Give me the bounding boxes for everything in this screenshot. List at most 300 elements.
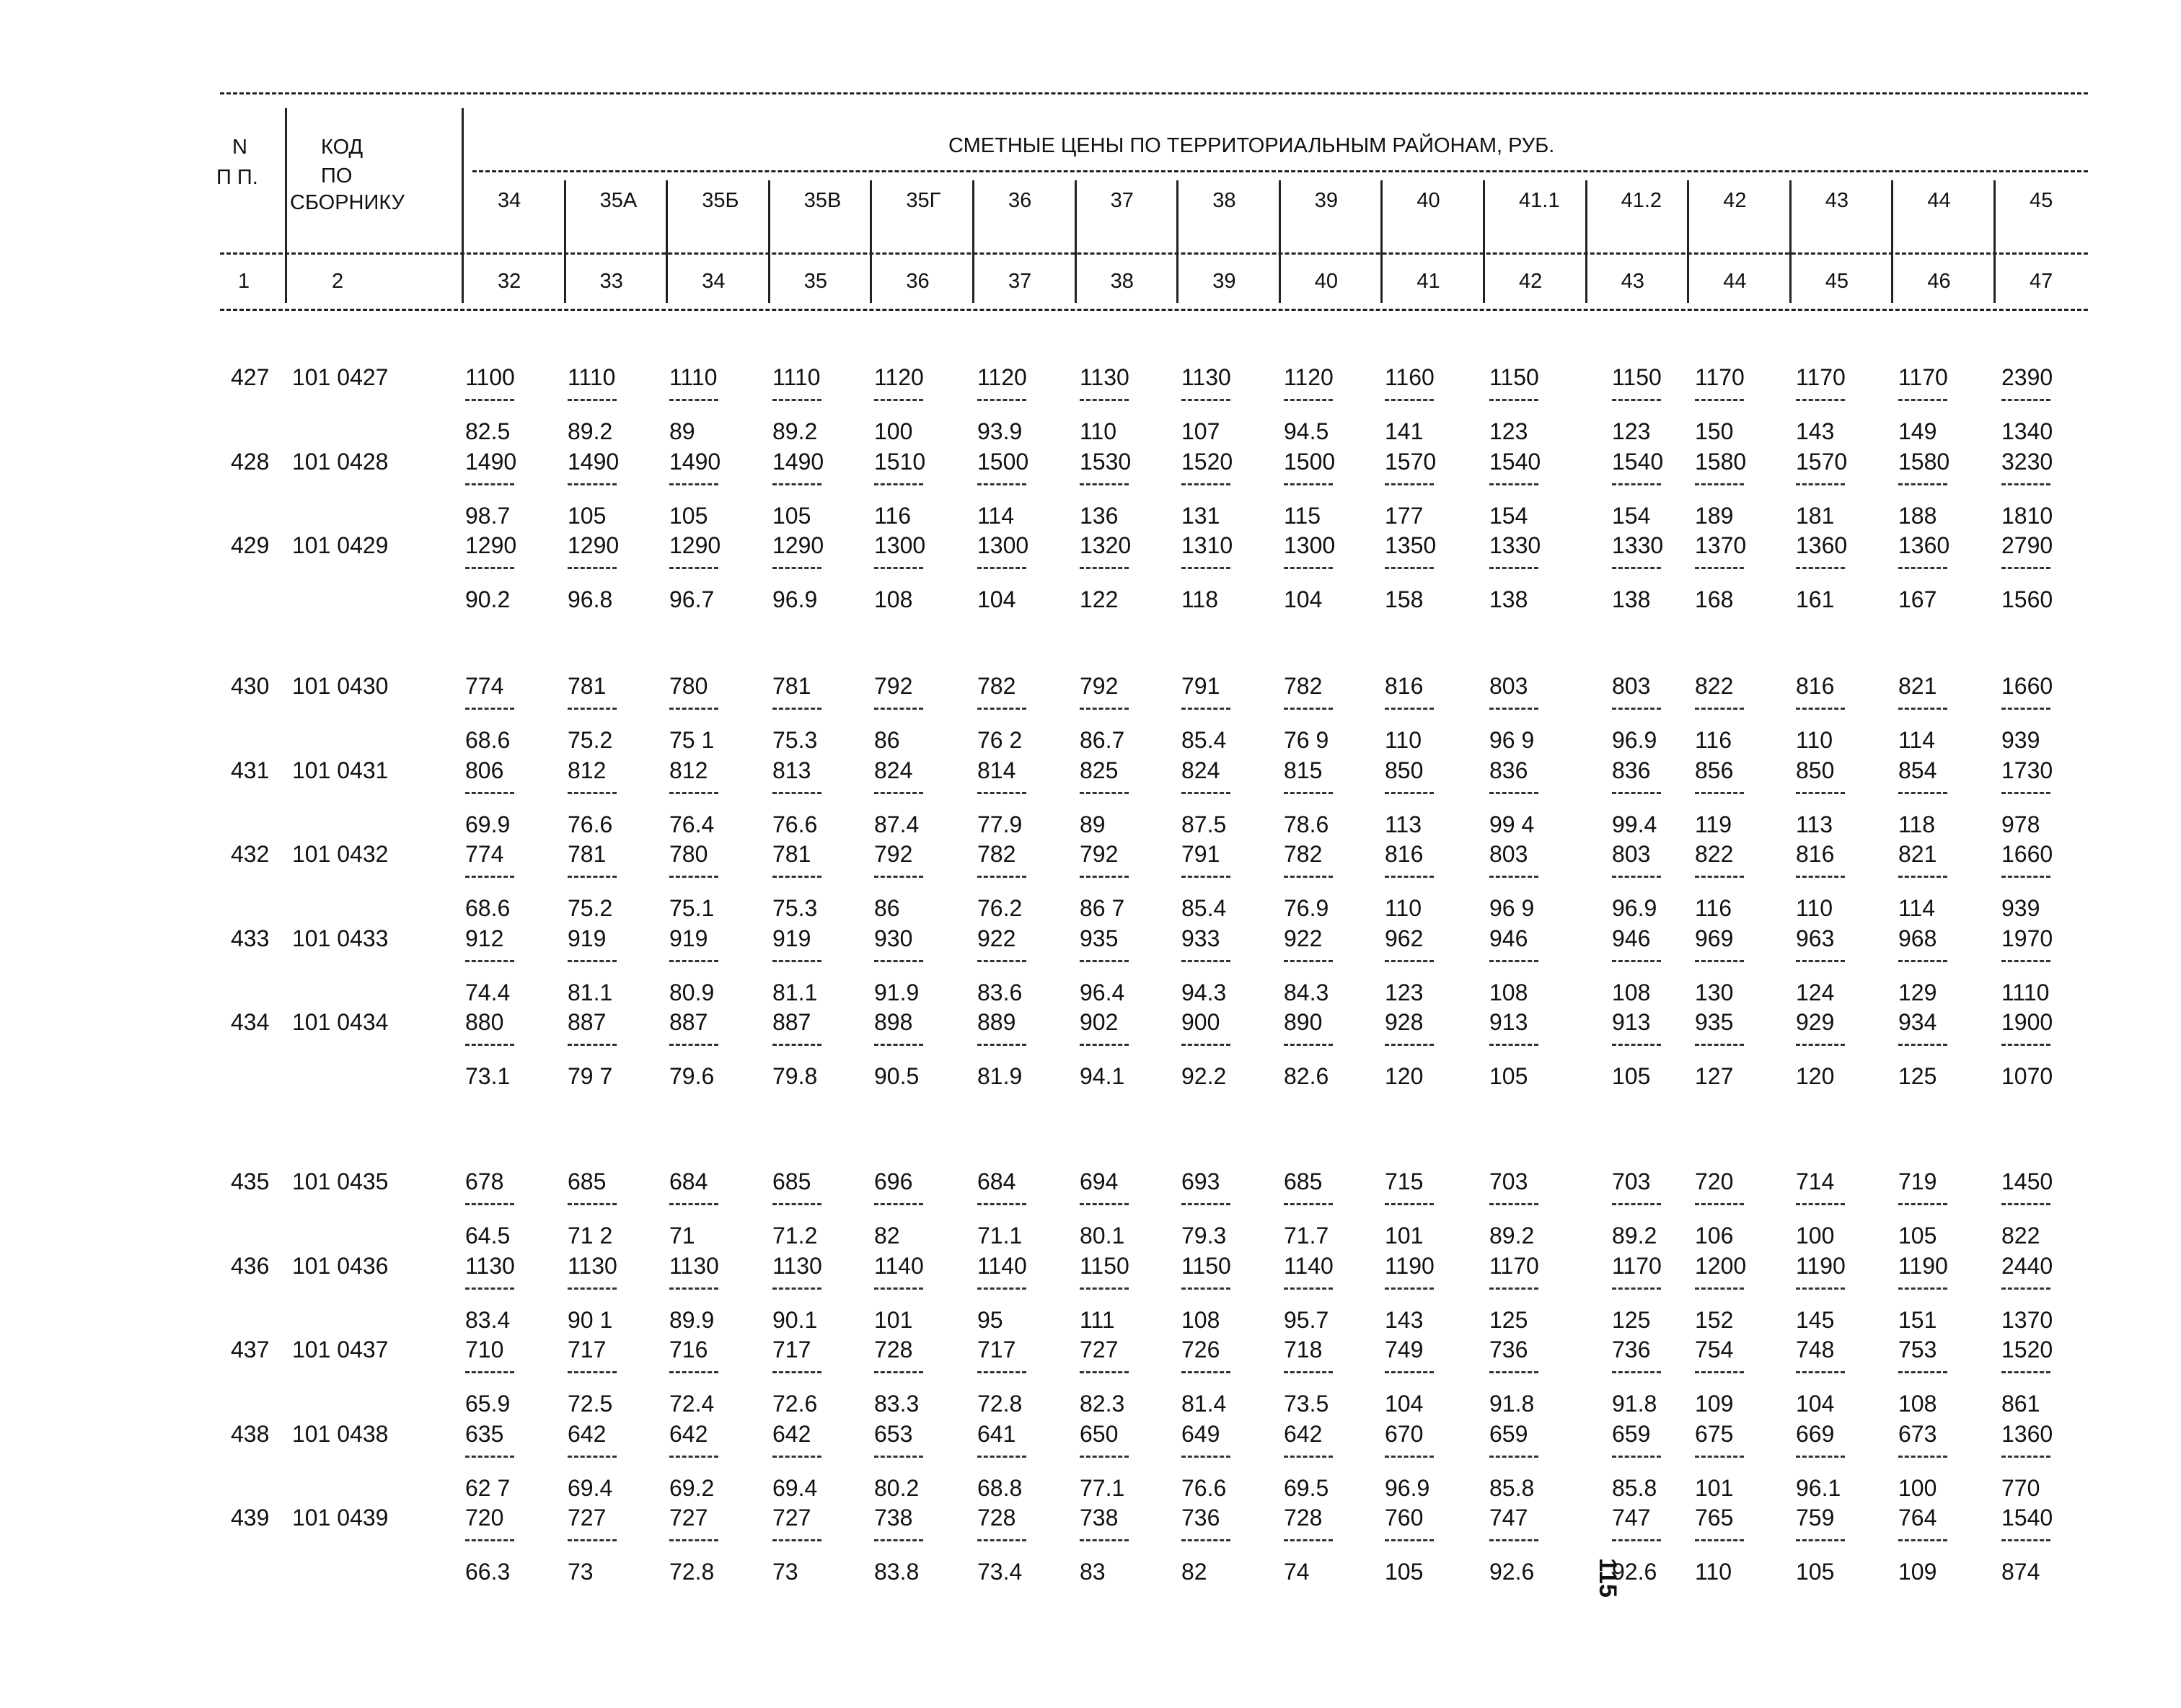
price-total: 760 xyxy=(1385,1505,1424,1531)
row-number: 436 xyxy=(231,1252,270,1279)
fraction-line xyxy=(1385,1539,1434,1541)
header-column-number: 35 xyxy=(803,270,828,293)
price-total: 1330 xyxy=(1612,532,1664,558)
fraction-line xyxy=(1796,960,1845,962)
fraction-line xyxy=(2001,1203,2050,1205)
row-code: 101 0430 xyxy=(292,673,389,699)
price-total: 641 xyxy=(977,1420,1016,1447)
header-separator xyxy=(1483,180,1485,303)
price-wage: 115 xyxy=(1284,502,1321,529)
price-total: 803 xyxy=(1612,673,1651,699)
fraction-line xyxy=(1080,1456,1129,1458)
price-wage: 87.4 xyxy=(874,811,920,837)
fraction-line xyxy=(669,483,718,485)
fraction-line xyxy=(568,1539,617,1541)
price-wage: 82.5 xyxy=(465,418,511,444)
fraction-line xyxy=(1695,792,1744,794)
price-wage: 85.8 xyxy=(1489,1474,1535,1501)
fraction-line xyxy=(465,1203,514,1205)
price-wage: 90.5 xyxy=(874,1063,920,1089)
price-total: 736 xyxy=(1612,1337,1651,1363)
price-total: 759 xyxy=(1796,1505,1835,1531)
fraction-line xyxy=(1489,1287,1538,1290)
price-total: 1170 xyxy=(1898,364,1948,390)
price-wage: 89 xyxy=(669,418,695,444)
price-total: 754 xyxy=(1695,1337,1734,1363)
price-total: 720 xyxy=(1695,1168,1734,1194)
fraction-line xyxy=(1181,960,1230,962)
price-total: 782 xyxy=(1284,841,1323,867)
price-wage: 90 1 xyxy=(568,1306,613,1333)
price-wage: 75.2 xyxy=(568,895,613,921)
price-total: 1170 xyxy=(1796,364,1846,390)
price-total: 703 xyxy=(1489,1168,1528,1194)
price-wage: 99.4 xyxy=(1612,811,1657,837)
price-total: 890 xyxy=(1284,1009,1323,1035)
price-total: 814 xyxy=(977,757,1016,783)
price-total: 919 xyxy=(568,925,607,951)
price-wage: 101 xyxy=(1695,1474,1734,1501)
fraction-line xyxy=(568,792,617,794)
fraction-line xyxy=(1385,483,1434,485)
fraction-line xyxy=(1612,1371,1661,1373)
fraction-line xyxy=(874,1044,923,1046)
fraction-line xyxy=(1284,960,1333,962)
price-total: 1970 xyxy=(2001,925,2053,951)
price-total: 824 xyxy=(1181,757,1220,783)
fraction-line xyxy=(1898,1287,1947,1290)
price-total: 962 xyxy=(1385,925,1424,951)
fraction-line xyxy=(1898,567,1947,569)
fraction-line xyxy=(1612,1456,1661,1458)
fraction-line xyxy=(568,567,617,569)
fraction-line xyxy=(1080,1539,1129,1541)
fraction-line xyxy=(1284,876,1333,878)
price-total: 792 xyxy=(874,841,913,867)
price-wage: 81.1 xyxy=(568,979,613,1005)
header-rule-mid xyxy=(220,252,2088,255)
price-wage: 167 xyxy=(1898,586,1937,612)
price-total: 913 xyxy=(1489,1009,1528,1035)
price-wage: 107 xyxy=(1181,418,1220,444)
price-wage: 78.6 xyxy=(1284,811,1329,837)
fraction-line xyxy=(1612,399,1661,401)
header-region-column: 38 xyxy=(1212,189,1236,212)
price-total: 1360 xyxy=(1796,532,1848,558)
fraction-line xyxy=(977,399,1026,401)
fraction-line xyxy=(1284,483,1333,485)
fraction-line xyxy=(1796,1539,1845,1541)
fraction-line xyxy=(669,1044,718,1046)
price-total: 1360 xyxy=(2001,1420,2053,1447)
price-wage: 77.9 xyxy=(977,811,1023,837)
price-total: 1300 xyxy=(1284,532,1336,558)
header-rule-bottom xyxy=(220,309,2088,311)
price-total: 792 xyxy=(1080,673,1119,699)
price-wage: 114 xyxy=(977,502,1015,529)
fraction-line xyxy=(1489,960,1538,962)
price-total: 642 xyxy=(669,1420,708,1447)
price-wage: 92.2 xyxy=(1181,1063,1227,1089)
price-wage: 138 xyxy=(1612,586,1651,612)
price-total: 736 xyxy=(1489,1337,1528,1363)
fraction-line xyxy=(1284,708,1333,710)
header-separator xyxy=(1993,180,1996,303)
price-wage: 1340 xyxy=(2001,418,2053,444)
price-wage: 125 xyxy=(1489,1306,1528,1333)
price-wage: 71.1 xyxy=(977,1223,1023,1249)
fraction-line xyxy=(1796,399,1845,401)
header-column-number: 36 xyxy=(906,270,930,293)
price-total: 898 xyxy=(874,1009,913,1035)
fraction-line xyxy=(1796,876,1845,878)
header-region-column: 35В xyxy=(803,189,842,212)
price-total: 726 xyxy=(1181,1337,1220,1363)
price-total: 887 xyxy=(568,1009,607,1035)
price-total: 935 xyxy=(1080,925,1119,951)
fraction-line xyxy=(2001,399,2050,401)
fraction-line xyxy=(669,960,718,962)
header-column-number: 43 xyxy=(1621,270,1644,293)
price-wage: 76 9 xyxy=(1284,727,1329,753)
price-total: 781 xyxy=(772,841,811,867)
price-wage: 110 xyxy=(1385,727,1422,753)
fraction-line xyxy=(465,483,514,485)
price-wage: 96.4 xyxy=(1080,979,1125,1005)
price-wage: 105 xyxy=(1489,1063,1528,1089)
price-total: 717 xyxy=(977,1337,1016,1363)
fraction-line xyxy=(1385,792,1434,794)
fraction-line xyxy=(772,1044,821,1046)
price-total: 1520 xyxy=(1181,448,1233,475)
price-wage: 96.1 xyxy=(1796,1474,1841,1501)
price-wage: 118 xyxy=(1181,586,1219,612)
price-wage: 90.1 xyxy=(772,1306,818,1333)
price-wage: 64.5 xyxy=(465,1223,511,1249)
row-number: 427 xyxy=(231,364,270,390)
price-total: 2440 xyxy=(2001,1252,2053,1279)
fraction-line xyxy=(1284,792,1333,794)
fraction-line xyxy=(1695,399,1744,401)
price-wage: 861 xyxy=(2001,1391,2040,1417)
fraction-line xyxy=(465,399,514,401)
fraction-line xyxy=(1284,1287,1333,1290)
fraction-line xyxy=(772,876,821,878)
header-separator xyxy=(462,108,464,303)
price-wage: 83.6 xyxy=(977,979,1023,1005)
price-total: 774 xyxy=(465,673,504,699)
header-region-column: 44 xyxy=(1927,189,1951,212)
fraction-line xyxy=(772,1456,821,1458)
price-wage: 72.8 xyxy=(669,1559,715,1585)
price-total: 902 xyxy=(1080,1009,1119,1035)
price-wage: 109 xyxy=(1898,1559,1937,1585)
fraction-line xyxy=(2001,1287,2050,1290)
price-total: 653 xyxy=(874,1420,913,1447)
fraction-line xyxy=(1796,1044,1845,1046)
row-code: 101 0432 xyxy=(292,841,389,867)
price-total: 659 xyxy=(1489,1420,1528,1447)
price-total: 774 xyxy=(465,841,504,867)
price-wage: 145 xyxy=(1796,1306,1835,1333)
price-total: 710 xyxy=(465,1337,504,1363)
price-total: 684 xyxy=(977,1168,1016,1194)
header-separator xyxy=(1380,180,1383,303)
price-total: 1150 xyxy=(1181,1252,1231,1279)
price-wage: 68.6 xyxy=(465,895,511,921)
price-wage: 125 xyxy=(1898,1063,1937,1089)
fraction-line xyxy=(2001,1044,2050,1046)
price-wage: 81.9 xyxy=(977,1063,1023,1089)
price-total: 780 xyxy=(669,841,708,867)
fraction-line xyxy=(977,708,1026,710)
price-total: 806 xyxy=(465,757,504,783)
price-total: 1570 xyxy=(1385,448,1437,475)
price-total: 816 xyxy=(1385,673,1424,699)
header-column-number: 39 xyxy=(1212,270,1236,293)
price-wage: 89.2 xyxy=(1489,1223,1535,1249)
price-total: 727 xyxy=(772,1505,811,1531)
fraction-line xyxy=(2001,960,2050,962)
price-total: 791 xyxy=(1181,841,1220,867)
fraction-line xyxy=(874,1287,923,1290)
fraction-line xyxy=(1489,708,1538,710)
fraction-line xyxy=(1080,960,1129,962)
price-wage: 85.4 xyxy=(1181,895,1227,921)
fraction-line xyxy=(874,792,923,794)
price-total: 1450 xyxy=(2001,1168,2053,1194)
price-total: 836 xyxy=(1489,757,1528,783)
fraction-line xyxy=(1181,1203,1230,1205)
price-total: 791 xyxy=(1181,673,1220,699)
price-total: 1290 xyxy=(772,532,824,558)
fraction-line xyxy=(977,960,1026,962)
fraction-line xyxy=(669,1203,718,1205)
fraction-line xyxy=(465,1044,514,1046)
row-code: 101 0438 xyxy=(292,1420,389,1447)
price-total: 736 xyxy=(1181,1505,1220,1531)
price-wage: 96 9 xyxy=(1489,727,1535,753)
header-region-column: 41.2 xyxy=(1621,189,1662,212)
price-total: 887 xyxy=(669,1009,708,1035)
price-total: 720 xyxy=(465,1505,504,1531)
price-total: 815 xyxy=(1284,757,1323,783)
fraction-line xyxy=(1181,1287,1230,1290)
price-total: 685 xyxy=(568,1168,607,1194)
price-wage: 79.8 xyxy=(772,1063,818,1089)
price-wage: 75.2 xyxy=(568,727,613,753)
price-total: 635 xyxy=(465,1420,504,1447)
price-wage: 71 xyxy=(669,1223,695,1249)
price-total: 822 xyxy=(1695,673,1734,699)
row-code: 101 0428 xyxy=(292,448,389,475)
fraction-line xyxy=(2001,792,2050,794)
price-total: 935 xyxy=(1695,1009,1734,1035)
price-total: 747 xyxy=(1489,1505,1528,1531)
price-wage: 79 7 xyxy=(568,1063,613,1089)
fraction-line xyxy=(1695,960,1744,962)
header-separator xyxy=(972,180,974,303)
fraction-line xyxy=(1695,483,1744,485)
price-total: 1580 xyxy=(1898,448,1950,475)
price-wage: 65.9 xyxy=(465,1391,511,1417)
header-region-column: 43 xyxy=(1825,189,1849,212)
price-wage: 89.2 xyxy=(772,418,818,444)
header-column-number: 42 xyxy=(1519,270,1543,293)
price-total: 1540 xyxy=(2001,1505,2053,1531)
price-total: 1130 xyxy=(465,1252,515,1279)
price-wage: 69.4 xyxy=(772,1474,818,1501)
fraction-line xyxy=(568,399,617,401)
fraction-line xyxy=(669,1287,718,1290)
price-total: 1490 xyxy=(669,448,721,475)
price-total: 749 xyxy=(1385,1337,1424,1363)
price-wage: 72.5 xyxy=(568,1391,613,1417)
fraction-line xyxy=(1898,399,1947,401)
price-total: 1370 xyxy=(1695,532,1747,558)
price-wage: 73.5 xyxy=(1284,1391,1329,1417)
price-wage: 72.8 xyxy=(977,1391,1023,1417)
price-total: 2790 xyxy=(2001,532,2053,558)
header-pp-label: П П. xyxy=(216,166,258,189)
row-code: 101 0427 xyxy=(292,364,389,390)
fraction-line xyxy=(568,1287,617,1290)
fraction-line xyxy=(1080,792,1129,794)
fraction-line xyxy=(1080,1044,1129,1046)
price-wage: 119 xyxy=(1695,811,1732,837)
fraction-line xyxy=(1796,1371,1845,1373)
price-wage: 939 xyxy=(2001,727,2040,753)
page-number: 115 xyxy=(1594,1558,1621,1598)
price-wage: 87.5 xyxy=(1181,811,1227,837)
price-wage: 143 xyxy=(1385,1306,1424,1333)
row-number: 437 xyxy=(231,1337,270,1363)
fraction-line xyxy=(1612,1287,1661,1290)
row-number: 438 xyxy=(231,1420,270,1447)
price-total: 738 xyxy=(874,1505,913,1531)
price-wage: 82.3 xyxy=(1080,1391,1125,1417)
price-total: 670 xyxy=(1385,1420,1424,1447)
row-code: 101 0431 xyxy=(292,757,389,783)
price-total: 1300 xyxy=(874,532,926,558)
price-total: 717 xyxy=(772,1337,811,1363)
price-total: 792 xyxy=(874,673,913,699)
price-total: 1140 xyxy=(977,1252,1027,1279)
price-total: 812 xyxy=(568,757,607,783)
fraction-line xyxy=(977,1287,1026,1290)
price-wage: 84.3 xyxy=(1284,979,1329,1005)
fraction-line xyxy=(1080,1287,1129,1290)
price-wage: 89.2 xyxy=(568,418,613,444)
fraction-line xyxy=(1489,792,1538,794)
fraction-line xyxy=(1695,1539,1744,1541)
fraction-line xyxy=(1898,1456,1947,1458)
price-total: 1120 xyxy=(1284,364,1334,390)
fraction-line xyxy=(2001,483,2050,485)
fraction-line xyxy=(1385,876,1434,878)
price-total: 781 xyxy=(772,673,811,699)
price-wage: 74.4 xyxy=(465,979,511,1005)
fraction-line xyxy=(1284,1203,1333,1205)
fraction-line xyxy=(669,1456,718,1458)
header-column-number: 33 xyxy=(599,270,623,293)
price-total: 1110 xyxy=(772,364,821,390)
price-wage: 189 xyxy=(1695,502,1734,529)
price-total: 2390 xyxy=(2001,364,2053,390)
header-separator xyxy=(1176,180,1178,303)
fraction-line xyxy=(1489,1203,1538,1205)
price-total: 1290 xyxy=(465,532,517,558)
price-wage: 143 xyxy=(1796,418,1835,444)
price-wage: 73.4 xyxy=(977,1559,1023,1585)
price-wage: 98.7 xyxy=(465,502,511,529)
fraction-line xyxy=(465,567,514,569)
header-separator xyxy=(870,180,872,303)
fraction-line xyxy=(1385,1044,1434,1046)
header-separator xyxy=(1279,180,1281,303)
price-wage: 152 xyxy=(1695,1306,1734,1333)
fraction-line xyxy=(1181,708,1230,710)
price-wage: 105 xyxy=(568,502,607,529)
price-total: 1170 xyxy=(1612,1252,1662,1279)
price-total: 1140 xyxy=(874,1252,924,1279)
fraction-line xyxy=(1796,1203,1845,1205)
fraction-line xyxy=(568,1456,617,1458)
fraction-line xyxy=(1489,1539,1538,1541)
price-total: 717 xyxy=(568,1337,607,1363)
fraction-line xyxy=(669,567,718,569)
price-total: 696 xyxy=(874,1168,913,1194)
price-total: 1490 xyxy=(568,448,620,475)
price-wage: 111 xyxy=(1080,1306,1115,1333)
price-wage: 154 xyxy=(1489,502,1528,529)
price-wage: 1070 xyxy=(2001,1063,2053,1089)
fraction-line xyxy=(1284,399,1333,401)
price-wage: 95.7 xyxy=(1284,1306,1329,1333)
price-total: 1490 xyxy=(772,448,824,475)
price-wage: 101 xyxy=(1385,1223,1424,1249)
fraction-line xyxy=(669,876,718,878)
header-column-number: 37 xyxy=(1008,270,1032,293)
price-wage: 108 xyxy=(1898,1391,1937,1417)
price-total: 856 xyxy=(1695,757,1734,783)
price-wage: 72.6 xyxy=(772,1391,818,1417)
fraction-line xyxy=(1695,1287,1744,1290)
price-wage: 188 xyxy=(1898,502,1937,529)
price-total: 684 xyxy=(669,1168,708,1194)
fraction-line xyxy=(568,1203,617,1205)
fraction-line xyxy=(669,399,718,401)
fraction-line xyxy=(568,1371,617,1373)
price-wage: 106 xyxy=(1695,1223,1734,1249)
price-total: 718 xyxy=(1284,1337,1323,1363)
price-wage: 127 xyxy=(1695,1063,1734,1089)
fraction-line xyxy=(1612,1203,1661,1205)
price-wage: 86 xyxy=(874,895,900,921)
row-code: 101 0437 xyxy=(292,1337,389,1363)
fraction-line xyxy=(465,1287,514,1290)
price-wage: 85.8 xyxy=(1612,1474,1657,1501)
price-wage: 130 xyxy=(1695,979,1734,1005)
price-total: 673 xyxy=(1898,1420,1937,1447)
price-wage: 93.9 xyxy=(977,418,1023,444)
fraction-line xyxy=(977,567,1026,569)
price-wage: 77.1 xyxy=(1080,1474,1125,1501)
fraction-line xyxy=(1385,1371,1434,1373)
price-total: 1580 xyxy=(1695,448,1747,475)
price-wage: 151 xyxy=(1898,1306,1937,1333)
header-rule-top xyxy=(220,92,2088,94)
